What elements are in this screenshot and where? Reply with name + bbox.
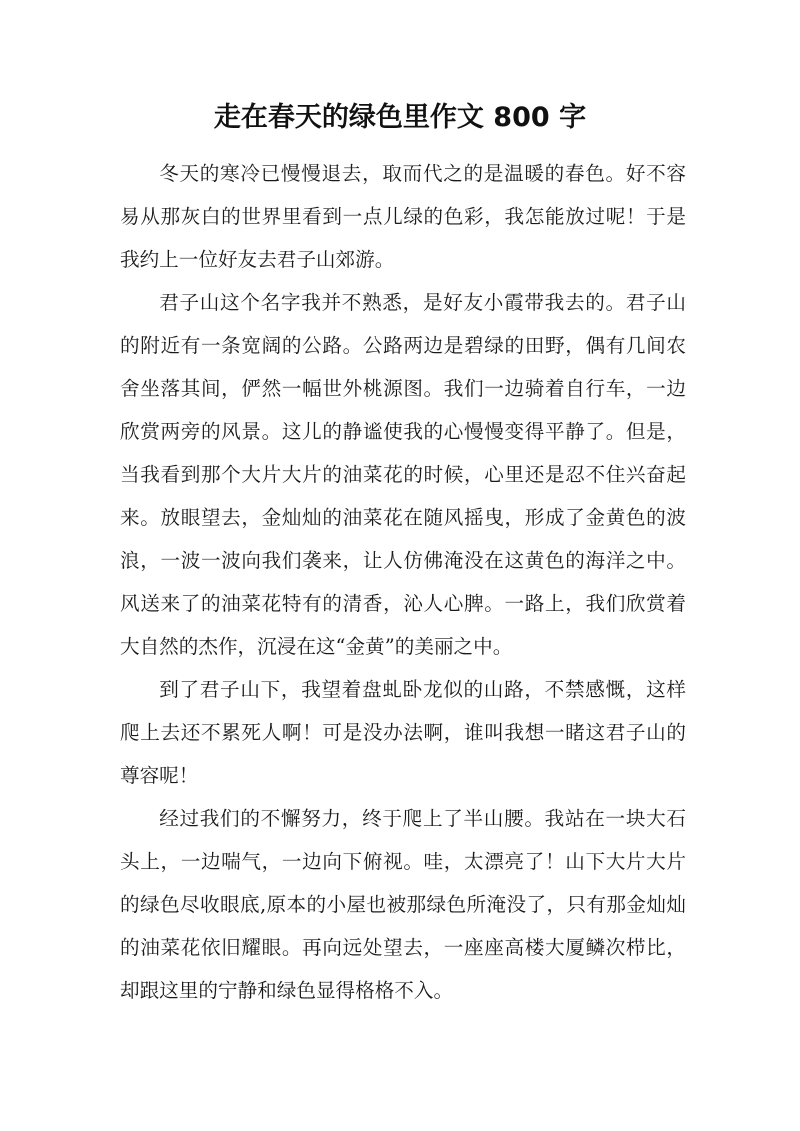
page-title: 走在春天的绿色里作文 800 字: [213, 102, 587, 133]
paragraph-4: 经过我们的不懈努力，终于爬上了半山腰。我站在一块大石头上，一边喘气，一边向下俯视。哇，太漂亮了！山下大片大片的绿色尽收眼底,原本的小屋也被那绿色所淹没了，只有那金灿灿的油菜花依旧耀眼。再向远处望去，一座座高楼大厦鳞次栉比，却跟这里的宁静和绿色显得格格不入。: [120, 807, 686, 1002]
paragraph-2: 君子山这个名字我并不熟悉，是好友小霞带我去的。君子山的附近有一条宽阔的公路。公路两边是碧绿的田野，偶有几间农舍坐落其间，俨然一幅世外桃源图。我们一边骑着自行车，一边欣赏两旁的风景。这儿的静谧使我的心慢慢变得平静了。但是，当我看到那个大片大片的油菜花的时候，心里还是忍不住兴奋起来。放眼望去，金灿灿的油菜花在随风摇曳，形成了金黄色的波浪，一波一波向我们袭来，让人仿佛淹没在这黄色的海洋之中。风送来了的油菜花特有的清香，沁人心脾。一路上，我们欣赏着大自然的杰作，沉浸在这“金黄”的美丽之中。: [120, 291, 686, 658]
essay-body: [120, 152, 686, 1012]
paragraph-3: 到了君子山下，我望着盘虬卧龙似的山路，不禁感慨，这样爬上去还不累死人啊！可是没办法啊，谁叫我想一睹这君子山的尊容呢！: [120, 678, 686, 787]
paragraph-1: 冬天的寒冷已慢慢退去，取而代之的是温暖的春色。好不容易从那灰白的世界里看到一点儿绿的色彩，我怎能放过呢！于是我约上一位好友去君子山郊游。: [120, 162, 686, 271]
